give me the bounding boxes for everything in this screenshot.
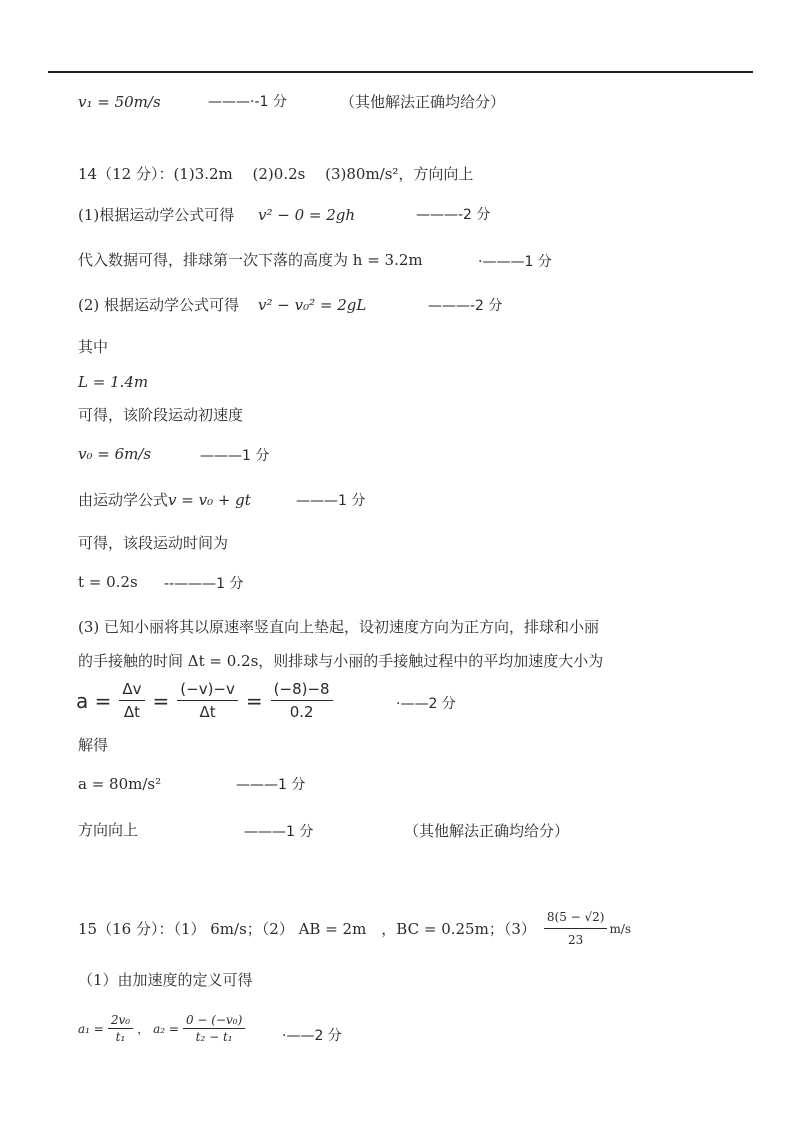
q15-ans3-unit: m/s [609,921,632,936]
q14-frac2-num: (−v)−v [177,678,238,701]
q14-p2-text: (2) 根据运动学公式可得 [78,296,240,314]
q15-a1-den: t₁ [115,1030,126,1044]
q14-accel-equation [76,678,333,723]
q14-eq-2: = [245,688,263,713]
q14-p1-formula: v² − 0 = 2gh [258,206,356,224]
q14-direction-score-mark: ———1 分 [244,824,314,840]
q14-v0-formula: v₀ = 6m/s [78,445,152,463]
q14-a-lhs: a = [76,688,112,713]
q14-t-intro: 可得，该段运动时间为 [78,534,229,552]
v1-score-mark: ———·-1 分 [208,94,287,110]
q15-ans3-num: 8(5 − √2) [544,906,608,929]
q15-p1-text: （1）由加速度的定义可得 [78,971,253,989]
q15-header-left: 15（16 分）：（1） 6m/s；（2） AB = 2m ，BC = 0.25m；（3） [78,919,536,938]
q14-p2-formula: v² − v₀² = 2gL [258,296,367,314]
q14-t-score-mark: --———1 分 [164,576,244,592]
q14-vt-score-mark: ———1 分 [296,493,366,509]
v1-formula: v₁ = 50m/s [78,93,161,111]
q14-p1-score-mark: ———-2 分 [416,207,491,223]
q14-a-result: a = 80m/s² [78,775,162,793]
q14-p2-score-mark: ———-2 分 [428,298,503,314]
q14-frac1-num: Δv [119,678,144,701]
q14-a-score-mark: ·——2 分 [396,696,456,712]
q14-frac-numeric [271,678,333,723]
q14-frac-v [177,678,238,723]
q15-ans3-den: 23 [568,933,584,947]
q15-header [78,906,631,951]
v1-note: （其他解法正确均给分） [340,93,506,111]
q15-answer3-fraction [544,906,608,951]
header-rule [48,71,753,73]
q14-frac2-den: Δt [199,703,216,721]
q15-a2-num: 0 − (−v₀) [183,1012,245,1029]
q14-vt-formula: v = v₀ + gt [168,491,251,509]
q14-frac1-den: Δt [123,703,141,721]
q15-a1-lhs: a₁ = [78,1021,104,1036]
q15-separator: ， [137,1021,150,1036]
q15-a1-num: 2v₀ [108,1012,133,1029]
q14-t-formula: t = 0.2s [78,573,138,591]
q14-p1-text: (1)根据运动学公式可得 [78,206,235,224]
q14-header: 14（12 分）：(1)3.2m (2)0.2s (3)80m/s²，方向向上 [78,165,474,183]
q14-eq-1: = [152,688,170,713]
q14-a-result-score-mark: ———1 分 [236,777,306,793]
q15-a2-den: t₂ − t₁ [195,1030,233,1044]
q15-a2-lhs: a₂ = [153,1021,179,1036]
q14-p1-result-score-mark: ·———1 分 [478,254,552,270]
q14-frac3-den: 0.2 [289,703,314,721]
q14-v0-intro: 可得，该阶段运动初速度 [78,406,244,424]
q14-p3-line2: 的手接触的时间 Δt = 0.2s，则排球与小丽的手接触过程中的平均加速度大小为 [78,652,604,670]
q15-a1-fraction [108,1012,133,1045]
q14-v0-score-mark: ———1 分 [200,448,270,464]
q14-direction: 方向向上 [78,821,139,839]
q14-p1-result: 代入数据可得，排球第一次下落的高度为 h = 3.2m [78,251,423,269]
q14-solve: 解得 [78,736,109,754]
q15-accel-definitions [78,1012,245,1045]
q14-p3-line1: (3) 已知小丽将其以原速率竖直向上垫起，设初速度方向为正方向，排球和小丽 [78,618,600,636]
q15-a2-fraction [183,1012,245,1045]
q14-vt-line [78,490,251,510]
q14-note: （其他解法正确均给分） [404,822,570,840]
q14-frac3-num: (−8)−8 [271,678,333,701]
q14-L-formula: L = 1.4m [78,373,149,391]
q14-vt-text: 由运动学公式 [78,491,169,509]
q14-frac-dv-dt [119,678,144,723]
q15-a-def-score-mark: ·——2 分 [282,1028,342,1044]
q14-where: 其中 [78,338,109,356]
